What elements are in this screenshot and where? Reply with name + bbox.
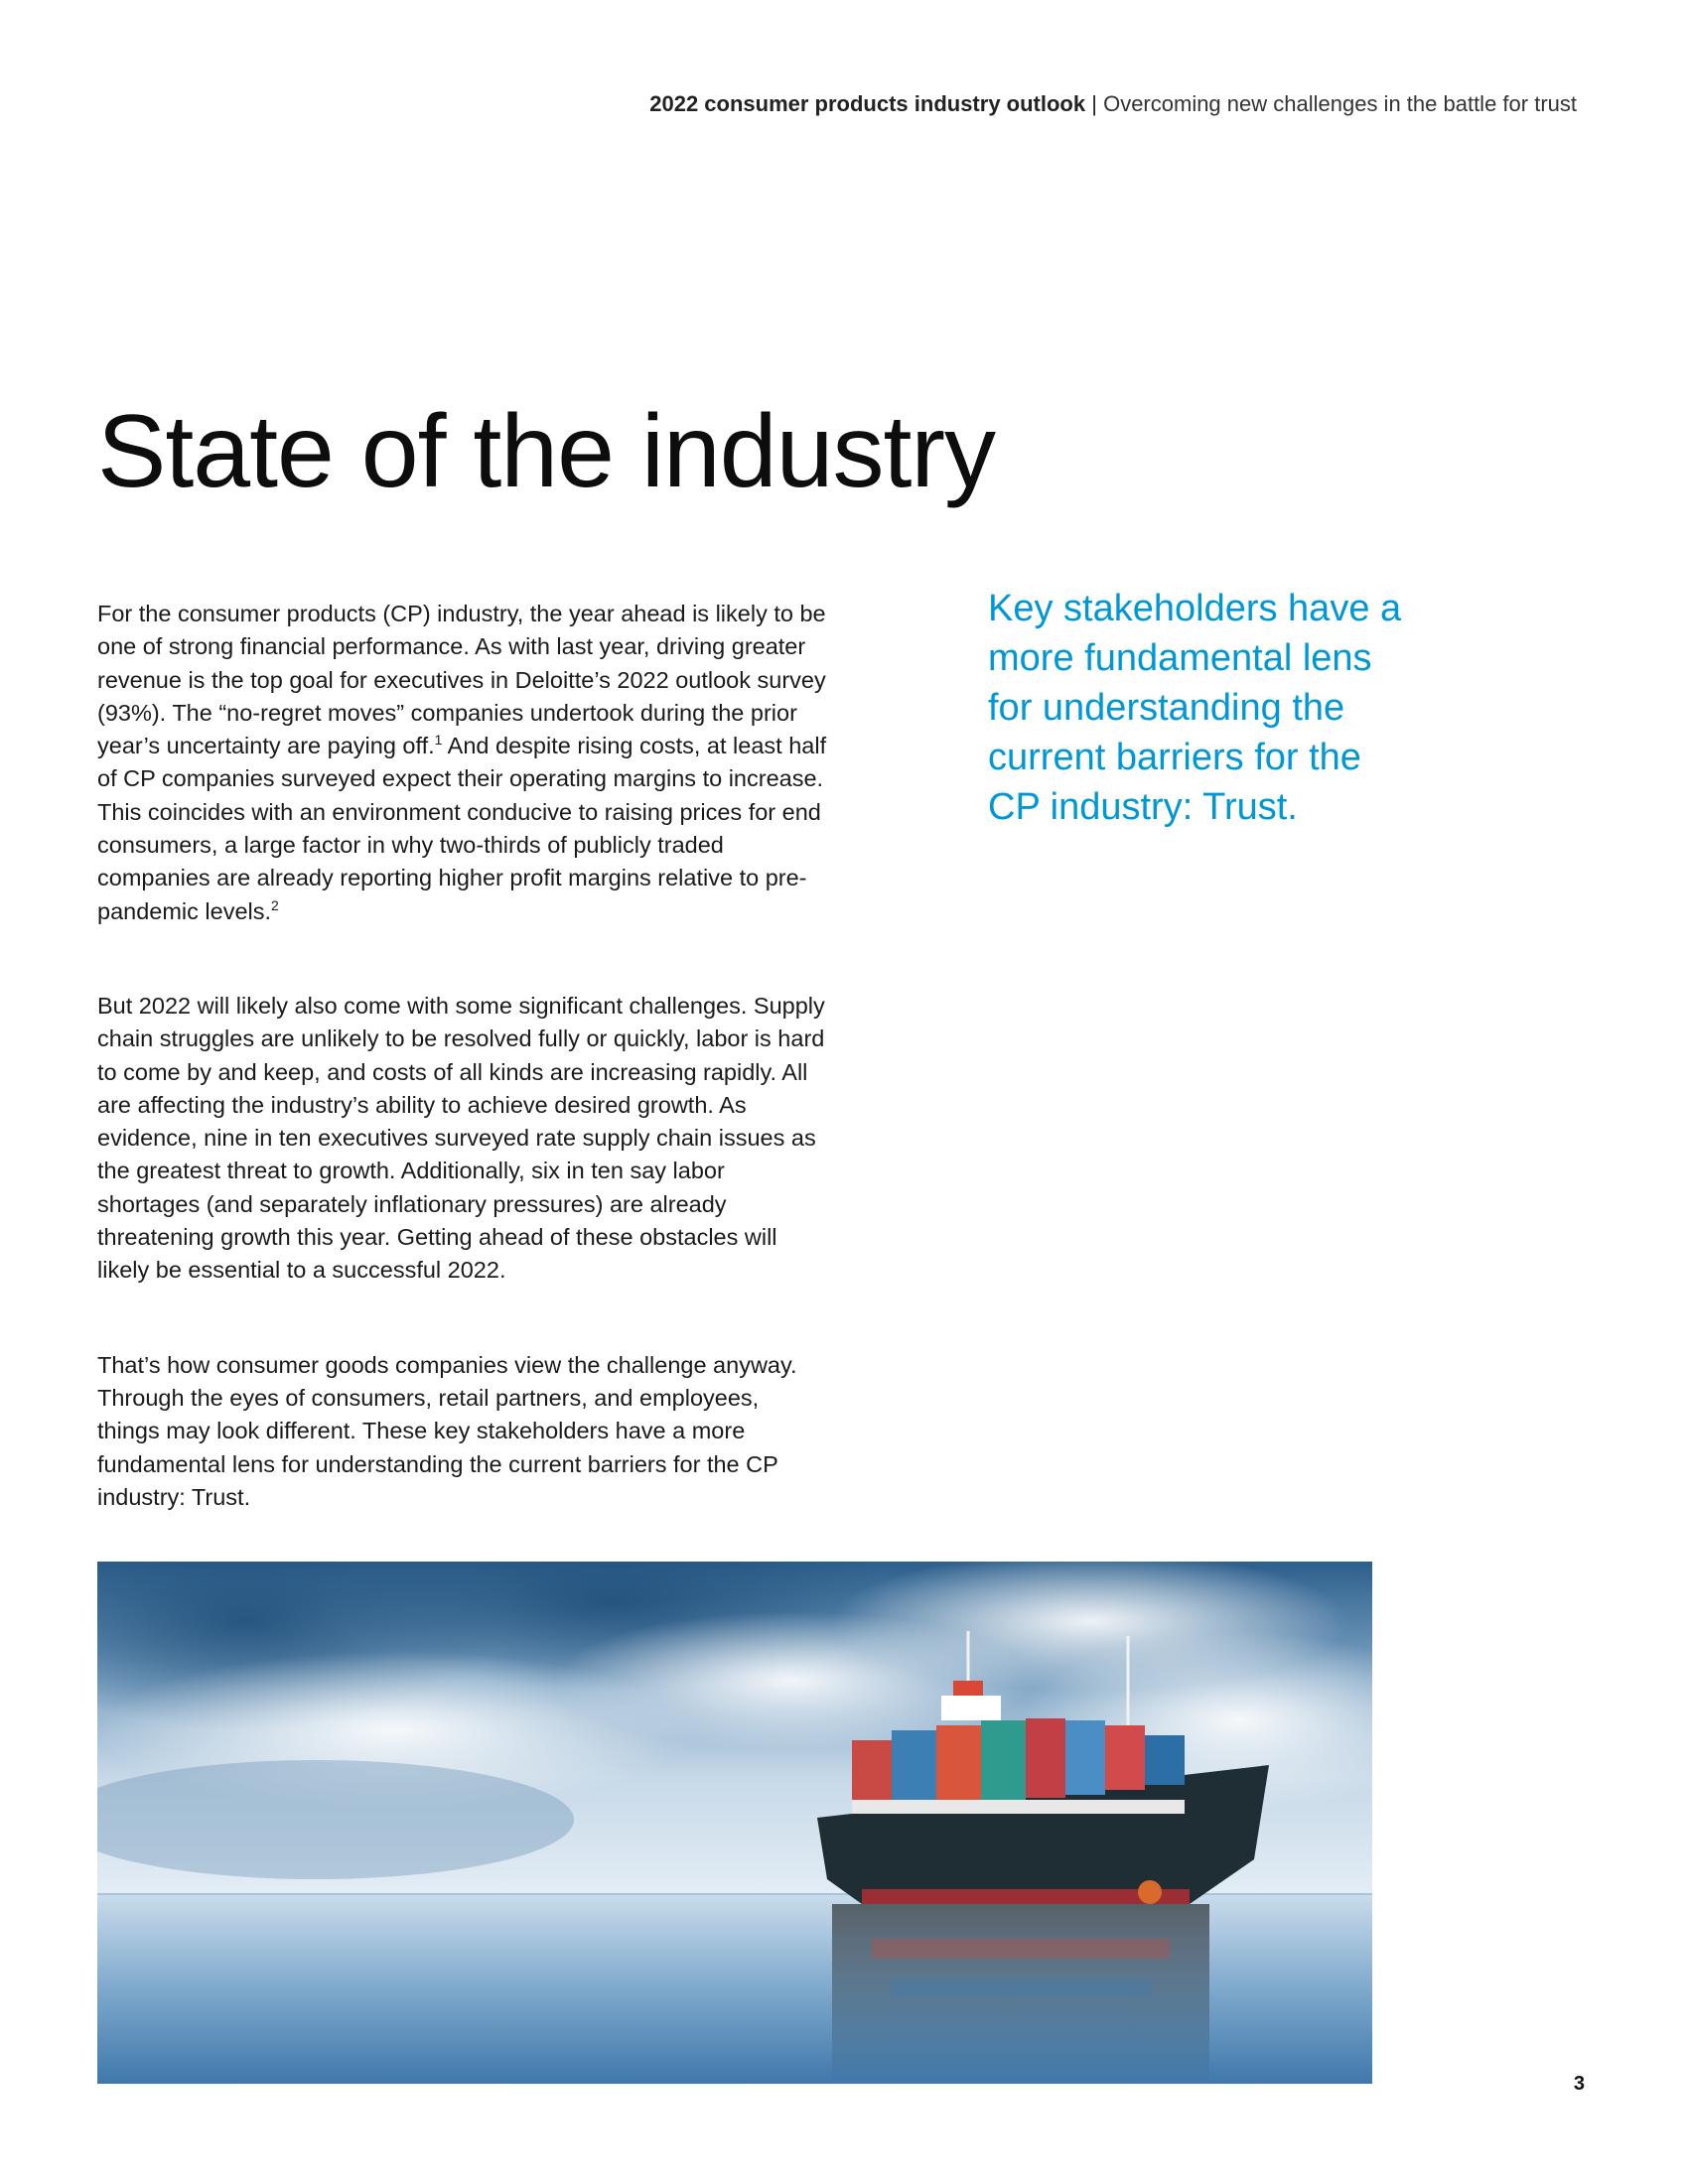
page-title: State of the industry (97, 394, 995, 509)
paragraph-2: But 2022 will likely also come with some significant challenges. Supply chain struggles are unlikely to be resolved fully or quickly, labor is hard to come by and keep, and costs of all kinds are increasing rapidly. All are affecting the industry’s ability to achieve desired growth. As evidence, nine in ten executives surveyed rate supply chain issues as the greatest threat to growth. Additionally, six in ten say labor shortages (and separately inflationary pressures) are already threatening growth this year. Getting ahead of these obstacles will likely be essential to a successful 2022. (97, 992, 825, 1284)
pull-quote: Key stakeholders have a more fundamental lens for understanding the current barriers for the CP industry: Trust. (988, 588, 1402, 828)
paragraph-1-part-b: And despite rising costs, at least half of CP companies surveyed expect their operating margins to increase. This coincides with an environment conducive to raising prices for end consumers, a large factor in why two-thirds of publicly traded companies are already reporting higher profit margins relative to pre-pandemic levels. (97, 733, 827, 924)
running-header (649, 91, 1577, 117)
page-number: 3 (1573, 2073, 1585, 2095)
footnote-ref-1[interactable]: 1 (434, 732, 443, 749)
footnote-ref-2[interactable]: 2 (271, 896, 279, 913)
paragraph-3: That’s how consumer goods companies view the challenge anyway. Through the eyes of consumers, retail partners, and employees, things may look different. These key stakeholders have a more fundamental lens for understanding the current barriers for the CP industry: Trust. (97, 1351, 797, 1510)
report-subtitle: Overcoming new challenges in the battle for trust (1103, 91, 1577, 116)
paragraph-1 (97, 598, 827, 928)
cargo-ship-image (97, 1562, 1372, 2084)
body-text-column (97, 598, 827, 1575)
report-title: 2022 consumer products industry outlook (649, 91, 1086, 116)
header-separator: | (1091, 91, 1097, 116)
paragraph-1-part-a: For the consumer products (CP) industry, the year ahead is likely to be one of strong financial performance. As with last year, driving greater revenue is the top goal for executives in Deloitte’s 2022 outlook survey (93%). The “no-regret moves” companies undertook during the prior year’s uncertainty are paying off. (97, 601, 826, 759)
